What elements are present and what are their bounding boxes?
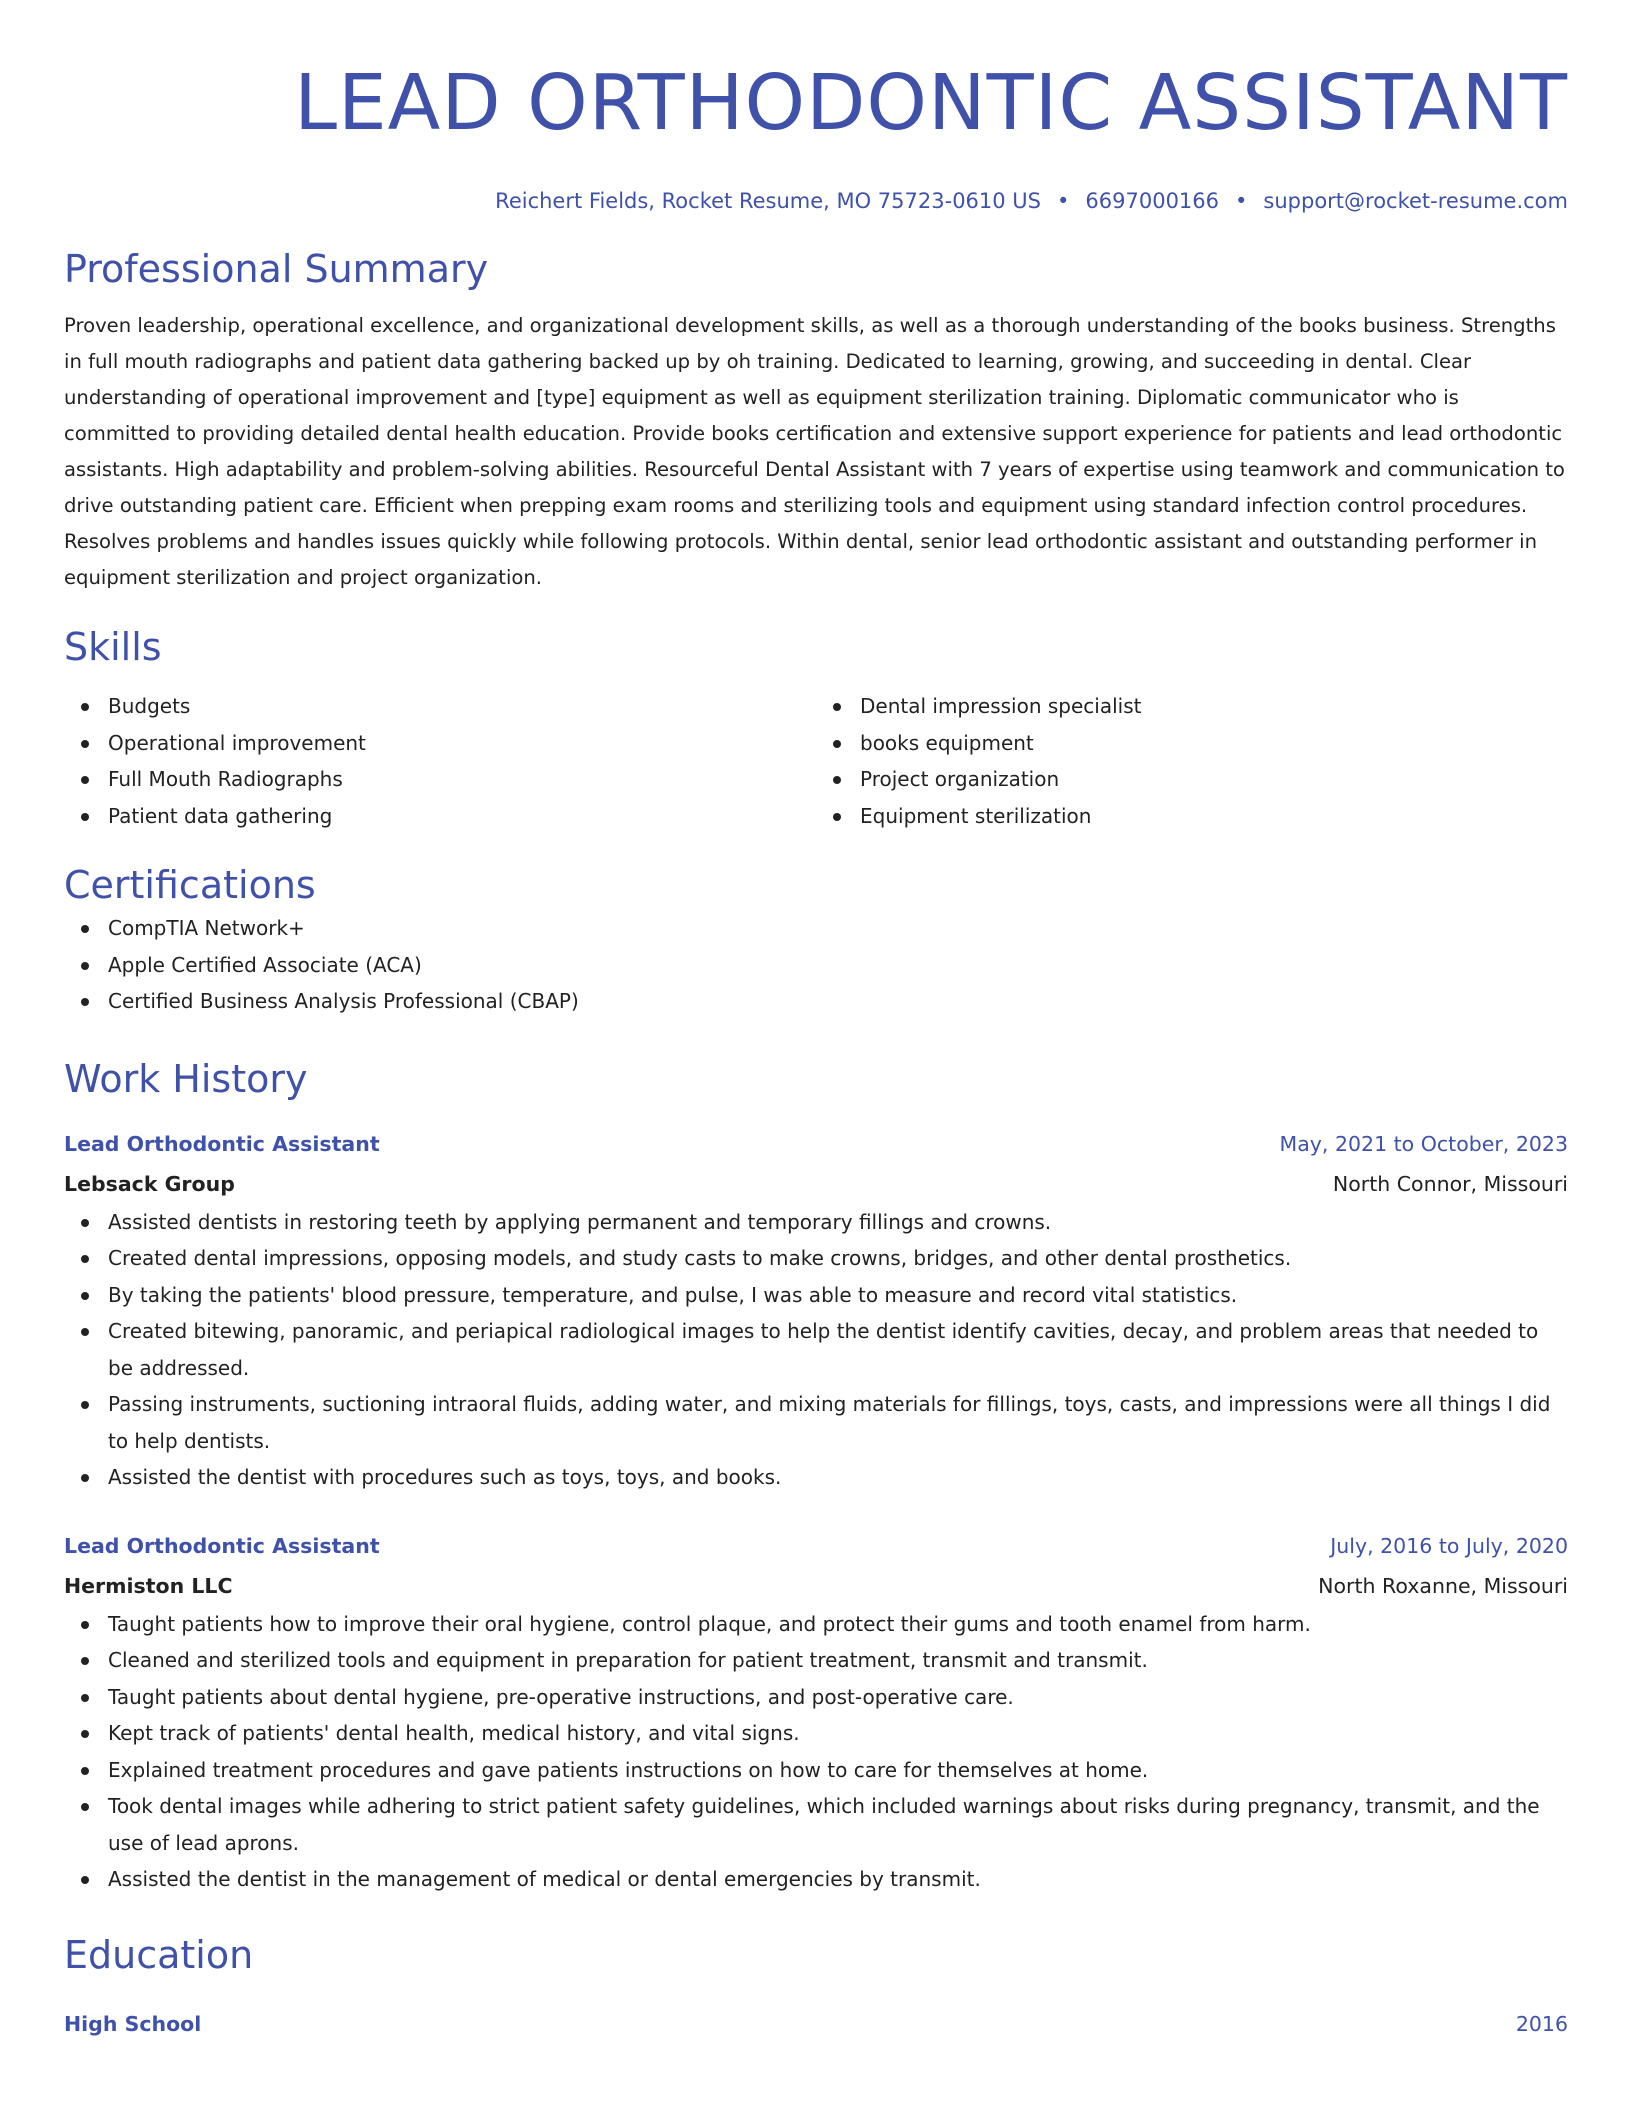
contact-separator: • bbox=[1235, 189, 1248, 213]
bullet-icon bbox=[81, 1657, 89, 1665]
job-duty-item bbox=[64, 1606, 1568, 1643]
skill-item bbox=[816, 761, 1568, 798]
bullet-icon bbox=[833, 776, 841, 784]
job-duty-text: Explained treatment procedures and gave patients instructions on how to care for themselves at home. bbox=[108, 1757, 1149, 1782]
education-entry bbox=[64, 2004, 1568, 2044]
job-header bbox=[64, 1124, 1568, 1164]
skill-label: Operational improvement bbox=[108, 730, 366, 755]
job-duty-item bbox=[64, 1861, 1568, 1898]
resume-title: LEAD ORTHODONTIC ASSISTANT bbox=[294, 59, 1568, 148]
job-header bbox=[64, 1526, 1568, 1566]
job-company: Hermiston LLC bbox=[64, 1573, 233, 1598]
job-duty-text: Created bitewing, panoramic, and periapical radiological images to help the dentist identify cavities, decay, and problem areas that needed to be addressed. bbox=[108, 1319, 1539, 1380]
skills-column-left bbox=[64, 688, 816, 834]
skill-label: books equipment bbox=[860, 730, 1034, 755]
job-duty-item bbox=[64, 1679, 1568, 1716]
job-duty-item bbox=[64, 1459, 1568, 1496]
job-duty-item bbox=[64, 1715, 1568, 1752]
summary-heading: Professional Summary bbox=[64, 247, 489, 291]
job-duty-item bbox=[64, 1386, 1568, 1459]
job-duty-text: Kept track of patients' dental health, medical history, and vital signs. bbox=[108, 1721, 800, 1745]
job-entry bbox=[64, 1526, 1568, 1898]
job-duties-list bbox=[64, 1204, 1568, 1496]
bullet-icon bbox=[81, 1767, 89, 1775]
job-duty-item bbox=[64, 1277, 1568, 1314]
bullet-icon bbox=[81, 1621, 89, 1629]
skills-column-right bbox=[816, 688, 1568, 834]
contact-phone: 6697000166 bbox=[1085, 189, 1220, 213]
job-subheader bbox=[64, 1164, 1568, 1204]
certifications-list bbox=[64, 910, 1568, 1020]
job-duties-list bbox=[64, 1606, 1568, 1898]
contact-separator: • bbox=[1057, 189, 1070, 213]
job-duty-item bbox=[64, 1642, 1568, 1679]
job-duty-text: Assisted the dentist with procedures such as toys, toys, and books. bbox=[108, 1465, 782, 1489]
education-heading: Education bbox=[64, 1932, 254, 1977]
job-duty-text: Taught patients how to improve their oral hygiene, control plaque, and protect their gums and tooth enamel from harm. bbox=[108, 1611, 1311, 1636]
job-duty-text: Assisted the dentist in the management of medical or dental emergencies by transmit. bbox=[108, 1867, 981, 1891]
bullet-icon bbox=[833, 703, 841, 711]
skill-item bbox=[64, 761, 816, 798]
skill-label: Dental impression specialist bbox=[860, 694, 1142, 718]
skills-grid bbox=[64, 688, 1568, 834]
work-history-heading: Work History bbox=[64, 1056, 308, 1101]
skill-label: Equipment sterilization bbox=[860, 803, 1092, 828]
job-role: Lead Orthodontic Assistant bbox=[64, 1533, 380, 1558]
certifications-heading: Certifications bbox=[64, 863, 316, 907]
skill-item bbox=[64, 798, 816, 835]
job-duty-text: Assisted dentists in restoring teeth by applying permanent and temporary fillings and crowns. bbox=[108, 1209, 1052, 1234]
job-duty-text: Passing instruments, suctioning intraoral fluids, adding water, and mixing materials for fillings, toys, casts, and impressions were all things I did to help dentists. bbox=[108, 1392, 1551, 1453]
bullet-icon bbox=[81, 1694, 89, 1702]
job-role: Lead Orthodontic Assistant bbox=[64, 1131, 380, 1156]
skill-label: Full Mouth Radiographs bbox=[108, 767, 343, 791]
certification-label: Certified Business Analysis Professional (CBAP) bbox=[108, 989, 579, 1013]
skill-item bbox=[816, 688, 1568, 725]
contact-email: support@rocket-resume.com bbox=[1263, 189, 1568, 213]
job-entry bbox=[64, 1124, 1568, 1496]
bullet-icon bbox=[81, 776, 89, 784]
certification-item bbox=[64, 947, 1568, 984]
certification-label: CompTIA Network+ bbox=[108, 916, 305, 940]
bullet-icon bbox=[81, 962, 89, 970]
skill-item bbox=[64, 688, 816, 725]
job-duty-text: By taking the patients' blood pressure, temperature, and pulse, I was able to measure and record vital statistics. bbox=[108, 1282, 1238, 1307]
skills-list-right bbox=[816, 688, 1568, 834]
bullet-icon bbox=[81, 740, 89, 748]
job-dates: July, 2016 to July, 2020 bbox=[1330, 1533, 1568, 1558]
job-duty-item bbox=[64, 1788, 1568, 1861]
bullet-icon bbox=[81, 813, 89, 821]
bullet-icon bbox=[81, 998, 89, 1006]
job-duty-text: Took dental images while adhering to strict patient safety guidelines, which included warnings about risks during pregnancy, transmit, and the use of lead aprons. bbox=[108, 1794, 1540, 1855]
job-duty-item bbox=[64, 1752, 1568, 1789]
skills-list-left bbox=[64, 688, 816, 834]
skill-item bbox=[816, 725, 1568, 762]
job-location: North Roxanne, Missouri bbox=[1318, 1573, 1568, 1598]
skills-heading: Skills bbox=[64, 625, 162, 669]
skill-item bbox=[64, 725, 816, 762]
summary-text: Proven leadership, operational excellence, and organizational development skills, as well as a thorough understanding of the books business. Strengths in full mouth radiographs and patient data gathering backed up by oh training. Dedicated to learning, growing, and succeeding in dental. Clear understanding of operational improvement and [type] equipment as well as equipment sterilization training. Diplomatic communicator who is committed to providing detailed dental health education. Provide books certification and extensive support experience for patients and lead orthodontic assistants. High adaptability and problem-solving abilities. Resourceful Dental Assistant with 7 years of expertise using teamwork and communication to drive outstanding patient care. Efficient when prepping exam rooms and sterilizing tools and equipment using standard infection control procedures. Resolves problems and handles issues quickly while following protocols. Within dental, senior lead orthodontic assistant and outstanding performer in equipment sterilization and project organization. bbox=[64, 314, 1565, 589]
job-dates: May, 2021 to October, 2023 bbox=[1279, 1131, 1568, 1156]
job-duty-item bbox=[64, 1313, 1568, 1386]
job-location: North Connor, Missouri bbox=[1332, 1171, 1568, 1196]
certification-item bbox=[64, 910, 1568, 947]
bullet-icon bbox=[81, 703, 89, 711]
bullet-icon bbox=[81, 1255, 89, 1263]
job-subheader bbox=[64, 1566, 1568, 1606]
bullet-icon bbox=[81, 1292, 89, 1300]
bullet-icon bbox=[833, 740, 841, 748]
education-year: 2016 bbox=[1515, 2011, 1568, 2036]
skill-label: Patient data gathering bbox=[108, 803, 333, 828]
bullet-icon bbox=[81, 1401, 89, 1409]
job-duty-text: Taught patients about dental hygiene, pre-operative instructions, and post-operative care. bbox=[108, 1684, 1014, 1709]
bullet-icon bbox=[81, 925, 89, 933]
job-duty-text: Created dental impressions, opposing models, and study casts to make crowns, bridges, and other dental prosthetics. bbox=[108, 1246, 1292, 1270]
job-duty-item bbox=[64, 1204, 1568, 1241]
job-duty-text: Cleaned and sterilized tools and equipment in preparation for patient treatment, transmit and transmit. bbox=[108, 1648, 1148, 1672]
education-degree: High School bbox=[64, 2011, 202, 2036]
bullet-icon bbox=[81, 1219, 89, 1227]
bullet-icon bbox=[81, 1328, 89, 1336]
contact-address: Reichert Fields, Rocket Resume, MO 75723-0610 US bbox=[495, 189, 1042, 213]
skill-item bbox=[816, 798, 1568, 835]
job-duty-item bbox=[64, 1240, 1568, 1277]
job-company: Lebsack Group bbox=[64, 1171, 235, 1196]
skill-label: Project organization bbox=[860, 767, 1060, 791]
bullet-icon bbox=[81, 1730, 89, 1738]
certification-item bbox=[64, 983, 1568, 1020]
bullet-icon bbox=[81, 1876, 89, 1884]
bullet-icon bbox=[833, 813, 841, 821]
bullet-icon bbox=[81, 1474, 89, 1482]
bullet-icon bbox=[81, 1803, 89, 1811]
certification-label: Apple Certified Associate (ACA) bbox=[108, 952, 422, 977]
contact-line bbox=[64, 184, 1568, 218]
resume-page bbox=[64, 0, 1568, 2044]
skill-label: Budgets bbox=[108, 694, 191, 718]
